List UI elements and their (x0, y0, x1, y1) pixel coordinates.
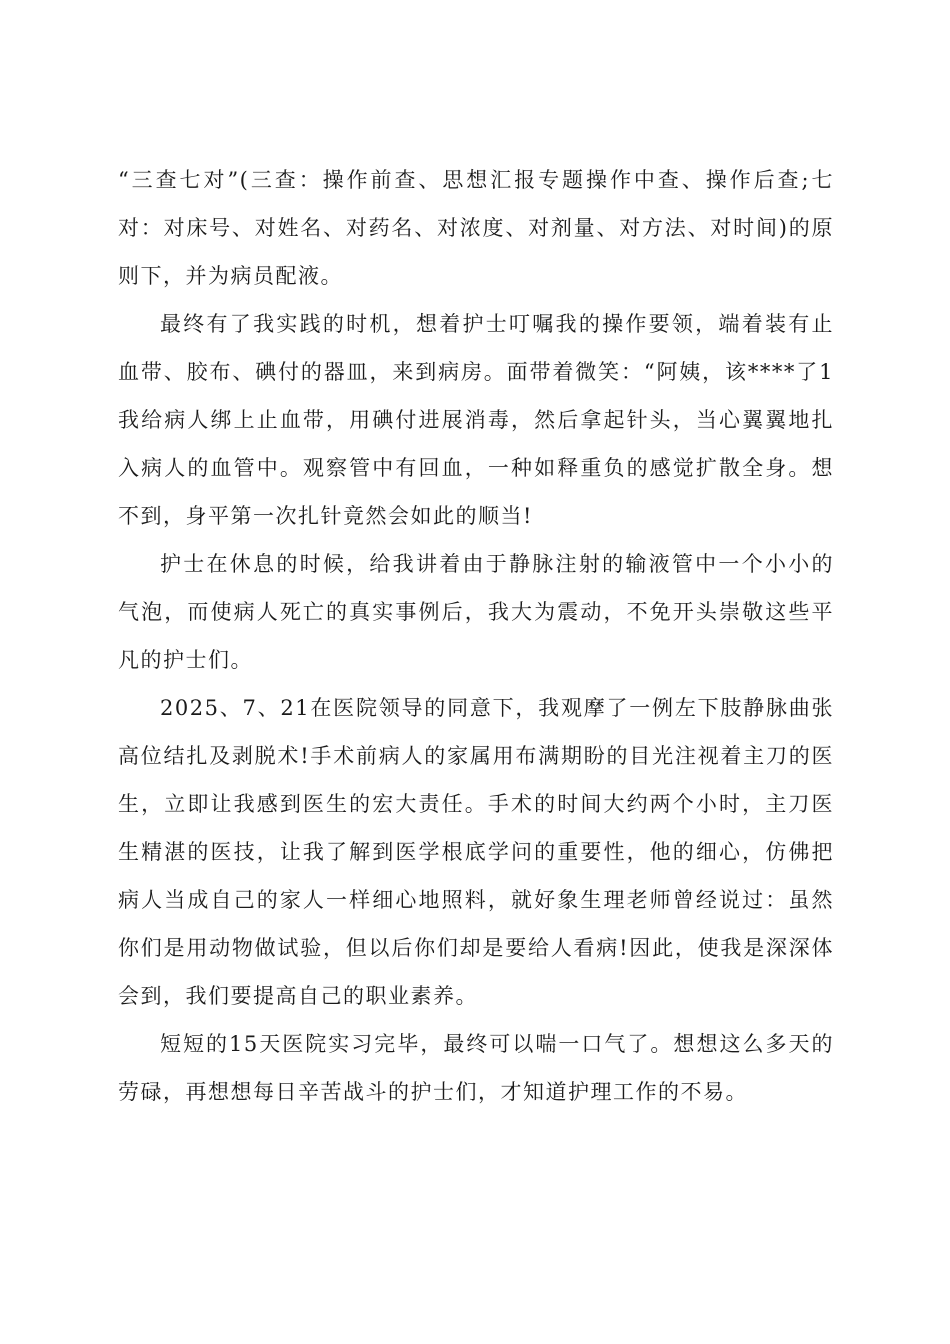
paragraph-3: 护士在休息的时候，给我讲着由于静脉注射的输液管中一个小小的气泡，而使病人死亡的真实事例后，我大为震动，不免开头崇敬这些平凡的护士们。 (118, 552, 834, 672)
paragraph-5: 短短的15天医院实习完毕，最终可以喘一口气了。想想这么多天的劳碌，再想想每日辛苦战斗的护士们，才知道护理工作的不易。 (118, 1032, 834, 1104)
paragraph-4: 2025、7、21在医院领导的同意下，我观摩了一例左下肢静脉曲张高位结扎及剥脱术!手术前病人的家属用布满期盼的目光注视着主刀的医生，立即让我感到医生的宏大责任。手术的时间大约两个小时，主刀医生精湛的医技，让我了解到医学根底学问的重要性，他的细心，仿佛把病人当成自己的家人一样细心地照料，就好象生理老师曾经说过：虽然你们是用动物做试验，但以后你们却是要给人看病!因此，使我是深深体会到，我们要提高自己的职业素养。 (118, 696, 834, 1008)
paragraph-2: 最终有了我实践的时机，想着护士叮嘱我的操作要领，端着装有止血带、胶布、碘付的器皿，来到病房。面带着微笑：“阿姨，该****了1我给病人绑上止血带，用碘付进展消毒，然后拿起针头，当心翼翼地扎入病人的血管中。观察管中有回血，一种如释重负的感觉扩散全身。想不到，身平第一次扎针竟然会如此的顺当! (118, 312, 834, 528)
paragraph-1: “三查七对”(三查：操作前查、思想汇报专题操作中查、操作后查;七对：对床号、对姓名、对药名、对浓度、对剂量、对方法、对时间)的原则下，并为病员配液。 (118, 168, 834, 288)
document-body (118, 156, 834, 1116)
